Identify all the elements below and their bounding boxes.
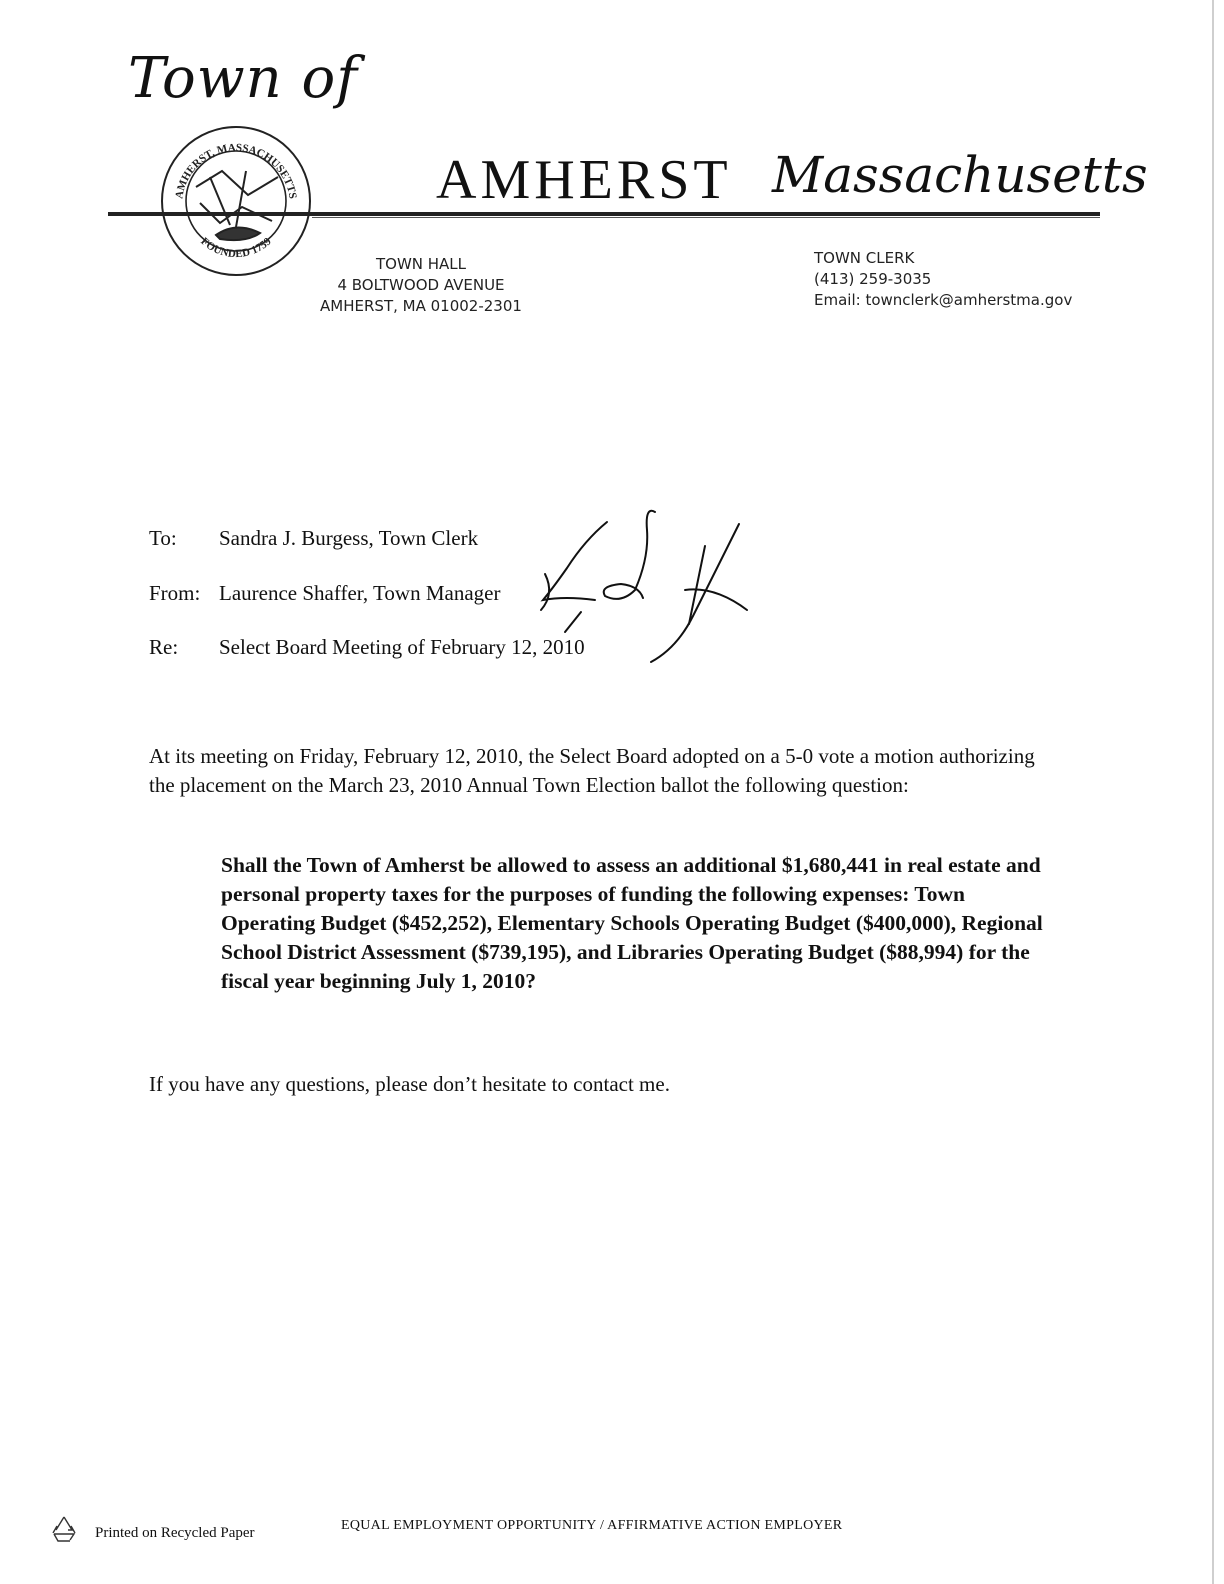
memo-from-label: From: xyxy=(149,581,201,605)
memo-re xyxy=(149,635,585,660)
clerk-email: Email: townclerk@amherstma.gov xyxy=(814,291,1073,309)
seal-top-text: AMHERST, MASSACHUSETTS xyxy=(173,141,299,200)
seal-emblem xyxy=(196,171,278,240)
memo-re-value: Select Board Meeting of February 12, 2010 xyxy=(219,635,585,659)
recycled-paper-note: Printed on Recycled Paper xyxy=(95,1525,255,1541)
letterhead-rule-thin xyxy=(312,217,1100,218)
town-clerk-contact xyxy=(814,248,1072,311)
town-seal xyxy=(160,125,312,277)
town-of-script: Town of xyxy=(128,46,358,111)
body-paragraph: At its meeting on Friday, February 12, 2010, the Select Board adopted on a 5-0 vote a motion authorizing the placement on the March 23, 2010 Annual Town Election ballot the following question: xyxy=(149,744,1035,797)
recycle-icon xyxy=(48,1514,80,1544)
memo-re-label: Re: xyxy=(149,635,179,659)
eeo-statement: EQUAL EMPLOYMENT OPPORTUNITY / AFFIRMATIVE ACTION EMPLOYER xyxy=(341,1518,843,1533)
address-line: AMHERST, MA 01002-2301 xyxy=(320,297,522,315)
page-edge xyxy=(1212,0,1214,1584)
address-line: 4 BOLTWOOD AVENUE xyxy=(337,276,505,294)
memo-from xyxy=(149,581,500,606)
state-name-script: Massachusetts xyxy=(772,146,1148,204)
town-hall-address xyxy=(300,254,542,317)
memo-to-value: Sandra J. Burgess, Town Clerk xyxy=(219,526,479,550)
clerk-phone: (413) 259-3035 xyxy=(814,270,932,288)
clerk-title: TOWN CLERK xyxy=(814,249,915,267)
memo-to-label: To: xyxy=(149,526,177,550)
memo-to xyxy=(149,526,478,551)
memo-from-value: Laurence Shaffer, Town Manager xyxy=(219,581,501,605)
handwritten-signature xyxy=(525,500,765,670)
ballot-question: Shall the Town of Amherst be allowed to assess an additional $1,680,441 in real estate and personal property taxes for the purposes of funding the following expenses: Town Operating Budget ($452,252), Elementary Schools Operating Budget ($400,000), Regional School District Assessment ($739,195), and Libraries Operating Budget ($88,994) for the fiscal year beginning July 1, 2010? xyxy=(221,853,1043,993)
address-line: TOWN HALL xyxy=(375,255,467,273)
town-name: AMHERST xyxy=(436,149,732,211)
seal-bottom-text: FOUNDED 1759 xyxy=(198,235,274,261)
letterhead-rule xyxy=(108,212,1100,216)
svg-text:AMHERST, MASSACHUSETTS xyxy=(173,142,298,200)
closing-line: If you have any questions, please don’t hesitate to contact me. xyxy=(149,1072,670,1096)
